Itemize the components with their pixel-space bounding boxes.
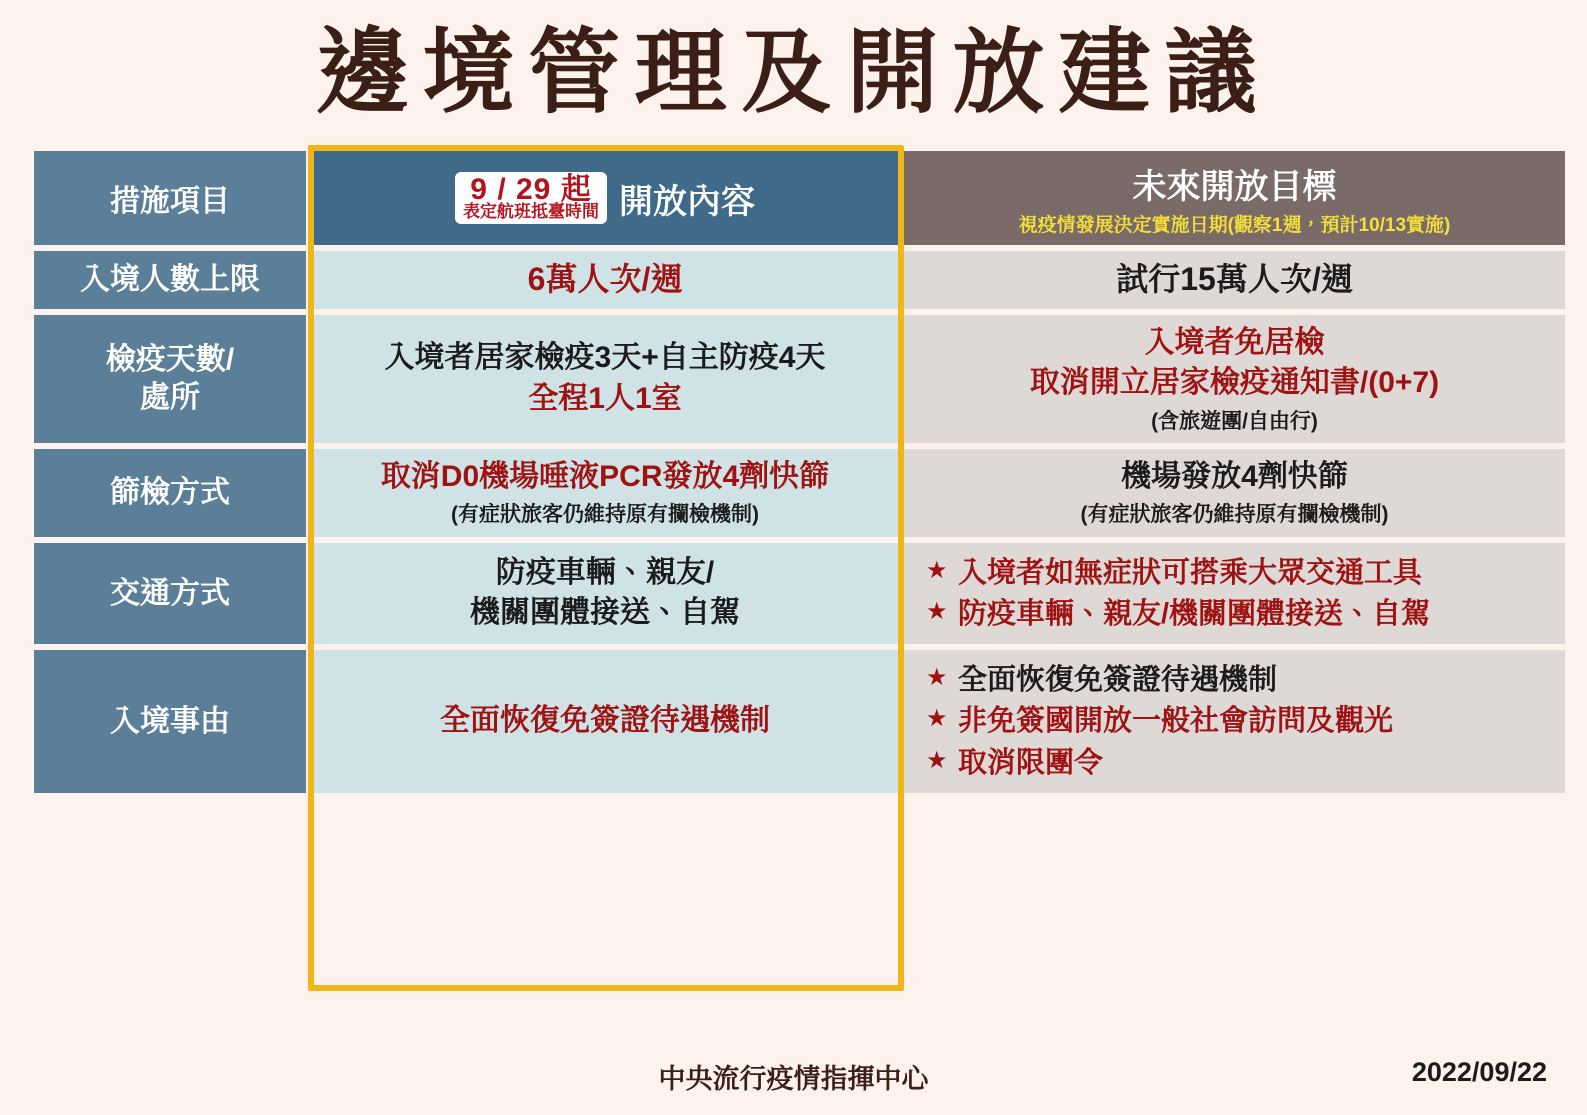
future-testing-main: 機場發放4劑快篩 [1121, 459, 1348, 493]
list-item-text: 防疫車輛、親友/機關團體接送、自駕 [958, 597, 1431, 630]
future-entry-cap-text: 試行15萬人次/週 [1116, 261, 1353, 297]
header-future-title: 未來開放目標 [1132, 168, 1337, 206]
cell-now-quarantine [310, 315, 900, 443]
cell-now-testing [310, 449, 900, 537]
date-badge [455, 172, 607, 224]
table-row [34, 449, 1565, 537]
list-item [924, 702, 1549, 740]
header-measure-item: 措施項目 [34, 151, 306, 245]
list-item [924, 661, 1549, 699]
header-current-opening [310, 151, 900, 245]
date-badge-primary: 9 / 29 起 [470, 172, 592, 206]
future-testing-note: (有症狀旅客仍維持原有攔檢機制) [1080, 503, 1389, 527]
row-label-testing-method: 篩檢方式 [34, 449, 306, 537]
table-row [34, 650, 1565, 793]
cell-now-entry-cap [310, 251, 900, 309]
list-item [924, 744, 1549, 782]
now-transport-line2: 機關團體接送、自駕 [470, 596, 740, 630]
list-item-text: 非免簽國開放一般社會訪問及觀光 [958, 705, 1394, 738]
list-item [924, 595, 1549, 633]
table-row [34, 543, 1565, 645]
border-policy-table [30, 145, 1569, 799]
list-item-text: 取消限團令 [958, 746, 1104, 779]
row-label-quarantine-days [34, 315, 306, 443]
cell-future-entry-cap [904, 251, 1565, 309]
header-now-inner [320, 172, 890, 224]
list-item-text: 入境者如無症狀可搭乘大眾交通工具 [958, 556, 1423, 589]
row-label-line1: 檢疫天數/ [105, 343, 235, 377]
header-now-text: 開放內容 [619, 182, 755, 221]
future-quarantine-line2: 取消開立居家檢疫通知書/(0+7) [1029, 366, 1440, 400]
footer-date: 2022/09/22 [1411, 1057, 1547, 1087]
row-label-entry-purpose: 入境事由 [34, 650, 306, 793]
future-entry-purpose-list [914, 661, 1555, 782]
now-testing-main: 取消D0機場唾液PCR發放4劑快篩 [380, 459, 830, 493]
footer-agency: 中央流行疫情指揮中心 [658, 1064, 929, 1094]
cell-future-entry-purpose [904, 650, 1565, 793]
row-label-entry-cap: 入境人數上限 [34, 251, 306, 309]
now-entry-cap-text: 6萬人次/週 [527, 261, 683, 297]
star-icon: ★ [926, 705, 948, 733]
star-icon: ★ [926, 597, 948, 625]
now-testing-note: (有症狀旅客仍維持原有攔檢機制) [451, 503, 759, 527]
star-icon: ★ [926, 746, 948, 774]
now-quarantine-line1: 入境者居家檢疫3天+自主防疫4天 [384, 341, 826, 375]
row-label-line2: 處所 [140, 380, 200, 414]
cell-future-quarantine [904, 315, 1565, 443]
cell-now-entry-purpose [310, 650, 900, 793]
table-row [34, 251, 1565, 309]
now-quarantine-line2: 全程1人1室 [528, 381, 682, 415]
cell-future-transport [904, 543, 1565, 645]
header-future-subtitle: 視疫情發展決定實施日期(觀察1週，預計10/13實施) [1018, 215, 1451, 236]
table-row [34, 315, 1565, 443]
now-transport-line1: 防疫車輛、親友/ [495, 555, 715, 589]
now-entry-purpose-text: 全面恢復免簽證待遇機制 [440, 704, 770, 738]
star-icon: ★ [926, 556, 948, 584]
star-icon: ★ [926, 664, 948, 692]
cell-now-transport [310, 543, 900, 645]
list-item [924, 554, 1549, 592]
footer [0, 1057, 1587, 1097]
list-item-text: 全面恢復免簽證待遇機制 [958, 664, 1278, 697]
future-quarantine-line1: 入境者免居檢 [1144, 325, 1325, 359]
table-container [30, 145, 1557, 799]
date-badge-secondary: 表定航班抵臺時間 [463, 202, 599, 222]
future-transport-list [914, 554, 1555, 634]
future-quarantine-note: (含旅遊團/自由行) [1151, 409, 1318, 433]
page-title: 邊境管理及開放建議 [316, 22, 1271, 124]
table-header-row [34, 151, 1565, 245]
row-label-transport: 交通方式 [34, 543, 306, 645]
header-future-goal [904, 151, 1565, 245]
cell-future-testing [904, 449, 1565, 537]
